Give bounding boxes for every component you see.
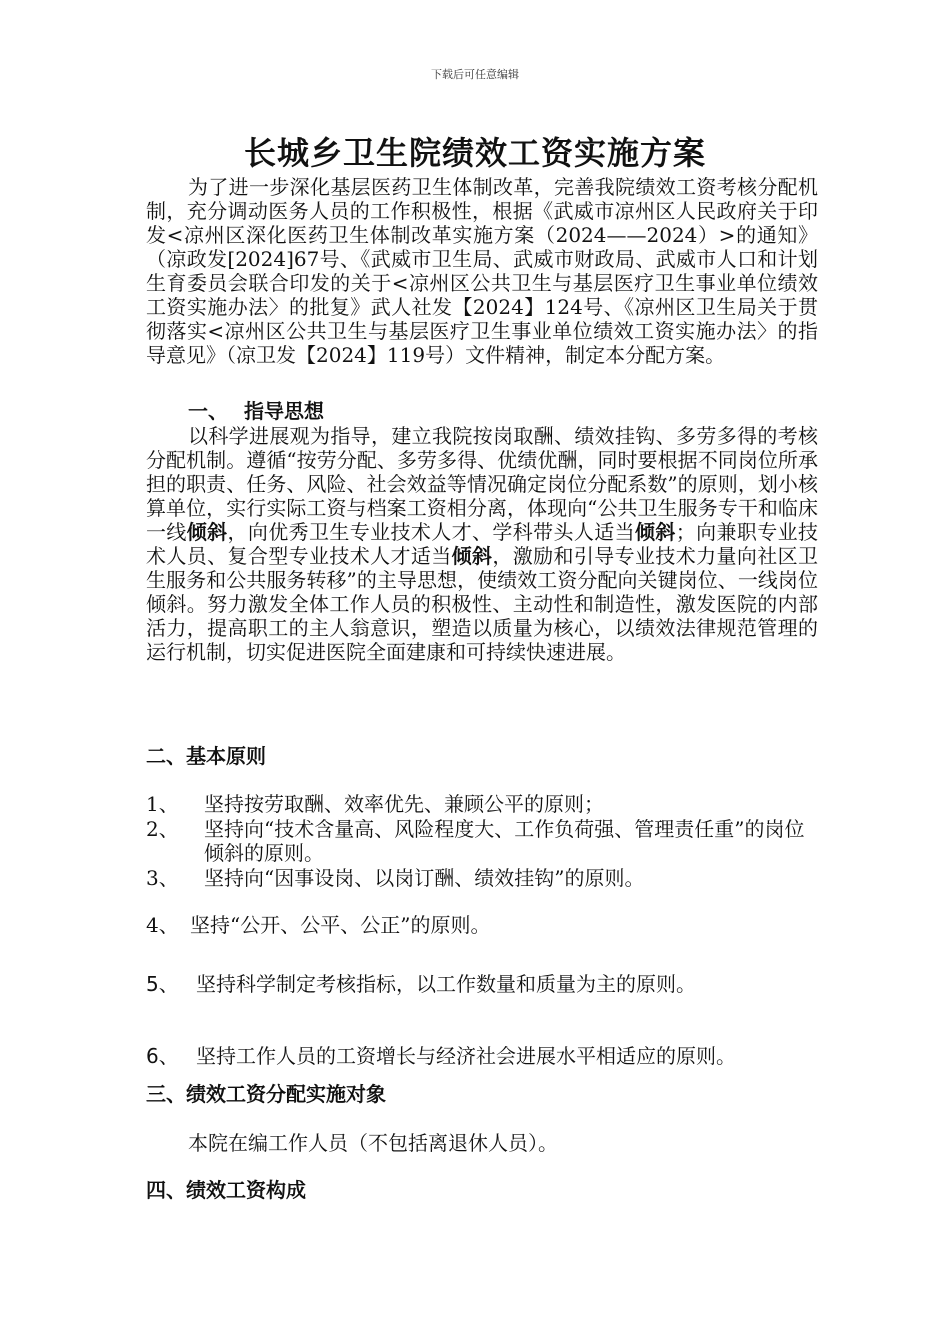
section2-heading: 二、基本原则	[146, 744, 266, 768]
principle-text-4: 坚持“公开、公平、公正”的原则。	[190, 913, 491, 937]
principle-number-4: 4、	[146, 913, 179, 937]
intro-paragraph: 为了进一步深化基层医药卫生体制改革，完善我院绩效工资考核分配机制，充分调动医务人员的工作积极性，根据《武威市凉州区人民政府关于印发<凉州区深化医药卫生体制改革实施方案（2024——2024）>的通知》（凉政发[2024]67号、《武威市卫生局、武威市财政局、武威市人口和计划生育委员会联合印发的关于<凉州区公共卫生与基层医疗卫生事业单位绩效工资实施办法〉的批复》武人社发【2024】124号、《凉州区卫生局关于贯彻落实<凉州区公共卫生与基层医疗卫生事业单位绩效工资实施办法〉的指导意见》（凉卫发【2024】119号）文件精神，制定本分配方案。	[146, 175, 818, 367]
principle-text-1: 坚持按劳取酬、效率优先、兼顾公平的原则；	[204, 792, 604, 816]
principle-item-1	[146, 792, 818, 816]
section1-text-part3: ；向兼职专业技术人员、复合型专业技术人才适当	[146, 520, 818, 568]
section1-emphasis-2: 倾斜	[635, 520, 676, 544]
section1-emphasis-1: 倾斜	[186, 520, 228, 544]
section3-heading: 三、绩效工资分配实施对象	[146, 1082, 386, 1106]
header-note: 下载后可任意编辑	[431, 68, 519, 81]
principle-number-3: 3、	[146, 866, 179, 890]
section3-paragraph: 本院在编工作人员（不包括离退休人员）。	[188, 1131, 558, 1155]
section1-heading	[188, 399, 860, 423]
principle-item-3	[146, 866, 818, 890]
principle-item-5	[146, 972, 818, 996]
section1-text-part4: ，激励和引导专业技术力量向社区卫生服务和公共服务转移”的主导思想，使绩效工资分配向关键岗位、一线岗位倾斜。努力激发全体工作人员的积极性、主动性和制造性，激发医院的内部活力，提高职工的主人翁意识，塑造以质量为核心，以绩效法律规范管理的运行机制，切实促进医院全面建康和可持续快速进展。	[146, 544, 818, 664]
principle-number-6: 6、	[146, 1044, 179, 1068]
principle-text-3: 坚持向“因事设岗、以岗订酬、绩效挂钩”的原则。	[204, 866, 645, 890]
section1-text-part2: ，向优秀卫生专业技术人才、学科带头人适当	[227, 520, 635, 544]
section1-number: 一、	[188, 399, 228, 423]
principle-text-5: 坚持科学制定考核指标，以工作数量和质量为主的原则。	[196, 972, 696, 996]
document-title: 长城乡卫生院绩效工资实施方案	[243, 134, 706, 172]
principle-number-5: 5、	[146, 972, 179, 996]
principle-text-2: 坚持向“技术含量高、风险程度大、工作负荷强、管理责任重”的岗位倾斜的原则。	[204, 817, 805, 865]
section1-text-part1: 以科学进展观为指导，建立我院按岗取酬、绩效挂钩、多劳多得的考核分配机制。遵循“按劳分配、多劳多得、优绩优酬，同时要根据不同岗位所承担的职责、任务、风险、社会效益等情况确定岗位分配系数”的原则，划小核算单位，实行实际工资与档案工资相分离，体现向“公共卫生服务专干和临床一线	[146, 424, 818, 544]
principle-item-6	[146, 1044, 818, 1068]
principle-number-1: 1、	[146, 792, 179, 816]
section1-emphasis-3: 倾斜	[451, 544, 493, 568]
principle-number-2: 2、	[146, 817, 179, 841]
section1-title: 指导思想	[244, 399, 324, 423]
section1-paragraph	[146, 424, 818, 664]
principle-text-6: 坚持工作人员的工资增长与经济社会进展水平相适应的原则。	[196, 1044, 736, 1068]
section4-heading: 四、绩效工资构成	[146, 1178, 306, 1202]
principle-item-2	[146, 817, 818, 865]
principle-item-4	[146, 913, 818, 937]
